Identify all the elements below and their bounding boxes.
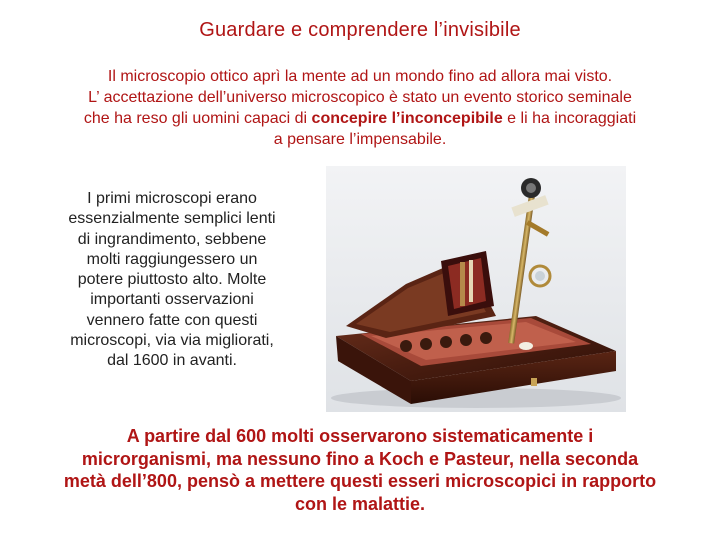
intro-line-2: L’ accettazione dell’universo microscopico è stato un evento storico seminale — [88, 89, 632, 106]
conclusion-line: A partire dal 600 molti osservarono sistematicamente i — [126, 426, 594, 446]
side-text-line: di ingrandimento, sebbene — [77, 230, 267, 248]
side-text-line: I primi microscopi erano — [87, 190, 257, 207]
intro-paragraph — [30, 66, 690, 150]
side-text-line: vennero fatte con questi — [86, 311, 258, 329]
slide-title: Guardare e comprendere l’invisibile — [199, 19, 521, 41]
side-text-line: essenzialmente semplici lenti — [68, 210, 276, 228]
intro-emphasis: concepire l’inconcepibile — [311, 110, 503, 127]
side-text-line: importanti osservazioni — [90, 291, 254, 309]
side-text-line: dal 1600 in avanti. — [107, 352, 237, 370]
intro-line-1: Il microscopio ottico aprì la mente ad un mondo fino ad allora mai visto. — [107, 68, 613, 85]
antique-microscope-photo — [326, 166, 626, 412]
intro-line-4: a pensare l’impensabile. — [273, 131, 447, 148]
conclusion-line: con le malattie. — [294, 493, 426, 514]
side-text-line: molti raggiungessero un — [86, 250, 258, 268]
side-text-line: microscopi, via via migliorati, — [70, 332, 274, 350]
conclusion-line: microrganismi, ma nessuno fino a Koch e Pasteur, nella seconda — [81, 448, 639, 469]
side-text-line: potere piuttosto alto. Molte — [77, 271, 267, 289]
conclusion-line: metà dell’800, pensò a mettere questi esseri microscopici in rapporto — [63, 471, 657, 491]
intro-line-3-end: e li ha incoraggiati — [502, 110, 637, 127]
intro-line-3-start: che ha reso gli uomini capaci di — [83, 110, 312, 127]
early-microscopes-text — [44, 189, 300, 372]
conclusion-paragraph — [20, 425, 700, 515]
intro-line-3 — [30, 108, 690, 129]
